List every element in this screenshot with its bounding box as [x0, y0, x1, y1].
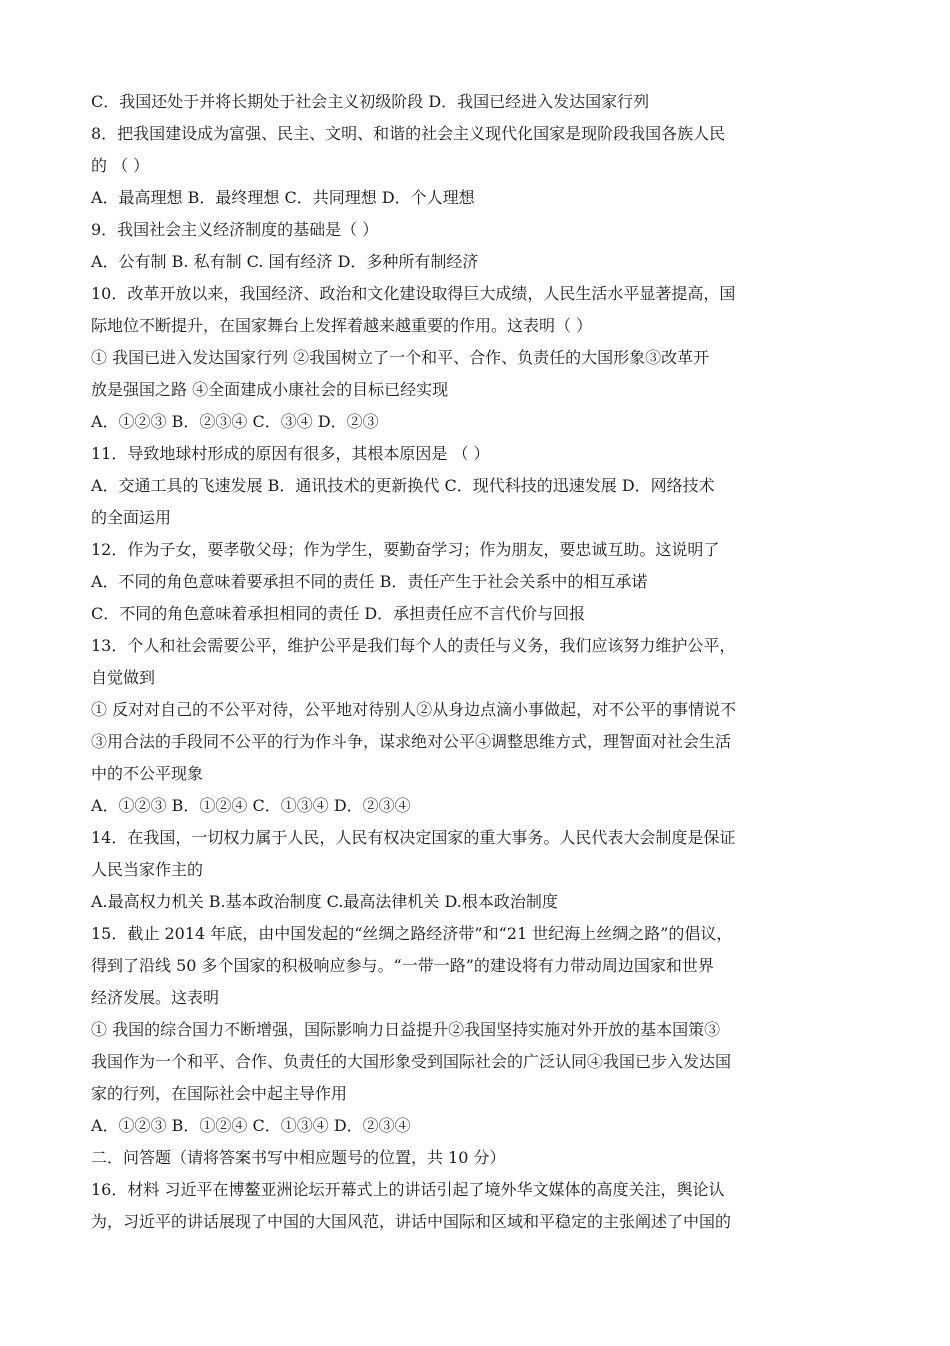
- text-line: A．公有制 B. 私有制 C. 国有经济 D．多种所有制经济: [91, 252, 479, 271]
- text-line: 10．改革开放以来，我国经济、政治和文化建设取得巨大成绩，人民生活水平显著提高，国: [91, 284, 736, 303]
- text-line: A.最高权力机关 B.基本政治制度 C.最高法律机关 D.根本政治制度: [91, 892, 558, 911]
- text-line: 中的不公平现象: [91, 764, 204, 783]
- text-line: 11．导致地球村形成的原因有很多，其根本原因是 （ ）: [91, 444, 490, 463]
- text-line: 自觉做到: [91, 668, 156, 687]
- text-line: A．①②③ B．①②④ C．①③④ D．②③④: [91, 1116, 411, 1135]
- text-line: A．①②③ B．②③④ C．③④ D．②③: [91, 412, 379, 431]
- text-line: ① 我国已进入发达国家行列 ②我国树立了一个和平、合作、负责任的大国形象③改革开: [91, 348, 710, 367]
- text-line: 人民当家作主的: [91, 860, 204, 879]
- text-line: 放是强国之路 ④全面建成小康社会的目标已经实现: [91, 380, 449, 399]
- text-line: C．我国还处于并将长期处于社会主义初级阶段 D．我国已经进入发达国家行列: [91, 92, 650, 111]
- text-line: C．不同的角色意味着承担相同的责任 D．承担责任应不言代价与回报: [91, 604, 586, 623]
- text-line: 二．问答题（请将答案书写中相应题号的位置，共 10 分）: [91, 1148, 506, 1167]
- text-line: 际地位不断提升，在国家舞台上发挥着越来越重要的作用。这表明（ ）: [91, 316, 593, 335]
- text-line: A．不同的角色意味着要承担不同的责任 B．责任产生于社会关系中的相互承诺: [91, 572, 648, 591]
- text-line: ① 反对对自己的不公平对待，公平地对待别人②从身边点滴小事做起，对不公平的事情说不: [91, 700, 737, 719]
- text-line: 经济发展。这表明: [91, 988, 220, 1007]
- text-line: 的 （ ）: [91, 156, 150, 175]
- text-line: A．交通工具的飞速发展 B．通讯技术的更新换代 C．现代科技的迅速发展 D．网络技术: [91, 476, 715, 495]
- text-line: 家的行列，在国际社会中起主导作用: [91, 1084, 348, 1103]
- text-line: ① 我国的综合国力不断增强，国际影响力日益提升②我国坚持实施对外开放的基本国策③: [91, 1020, 721, 1039]
- text-line: 14．在我国，一切权力属于人民，人民有权决定国家的重大事务。人民代表大会制度是保证: [91, 828, 736, 847]
- text-line: 12．作为子女，要孝敬父母；作为学生，要勤奋学习；作为朋友，要忠诚互助。这说明了: [91, 540, 720, 559]
- text-line: 13．个人和社会需要公平，维护公平是我们每个人的责任与义务，我们应该努力维护公平，: [91, 636, 736, 655]
- text-line: 的全面运用: [91, 508, 172, 527]
- document-page: [91, 86, 791, 1238]
- text-line: ③用合法的手段同不公平的行为作斗争，谋求绝对公平④调整思维方式，理智面对社会生活: [91, 732, 732, 751]
- text-line: 得到了沿线 50 多个国家的积极响应参与。“一带一路”的建设将有力带动周边国家和世界: [91, 956, 714, 975]
- text-line: 16．材料 习近平在博鳌亚洲论坛开幕式上的讲话引起了境外华文媒体的高度关注，舆论认: [91, 1180, 725, 1199]
- text-line: 为，习近平的讲话展现了中国的大国风范，讲话中国际和区域和平稳定的主张阐述了中国的: [91, 1212, 732, 1231]
- text-line: 8．把我国建设成为富强、民主、文明、和谐的社会主义现代化国家是现阶段我国各族人民: [91, 124, 726, 143]
- text-line: 9．我国社会主义经济制度的基础是（ ）: [91, 220, 379, 239]
- text-line: A．最高理想 B．最终理想 C．共同理想 D．个人理想: [91, 188, 475, 207]
- text-line: 15．截止 2014 年底，由中国发起的“丝绸之路经济带”和“21 世纪海上丝绸之路”的倡议，: [91, 924, 733, 943]
- text-line: A．①②③ B．①②④ C．①③④ D．②③④: [91, 796, 411, 815]
- text-line: 我国作为一个和平、合作、负责任的大国形象受到国际社会的广泛认同④我国已步入发达国: [91, 1052, 732, 1071]
